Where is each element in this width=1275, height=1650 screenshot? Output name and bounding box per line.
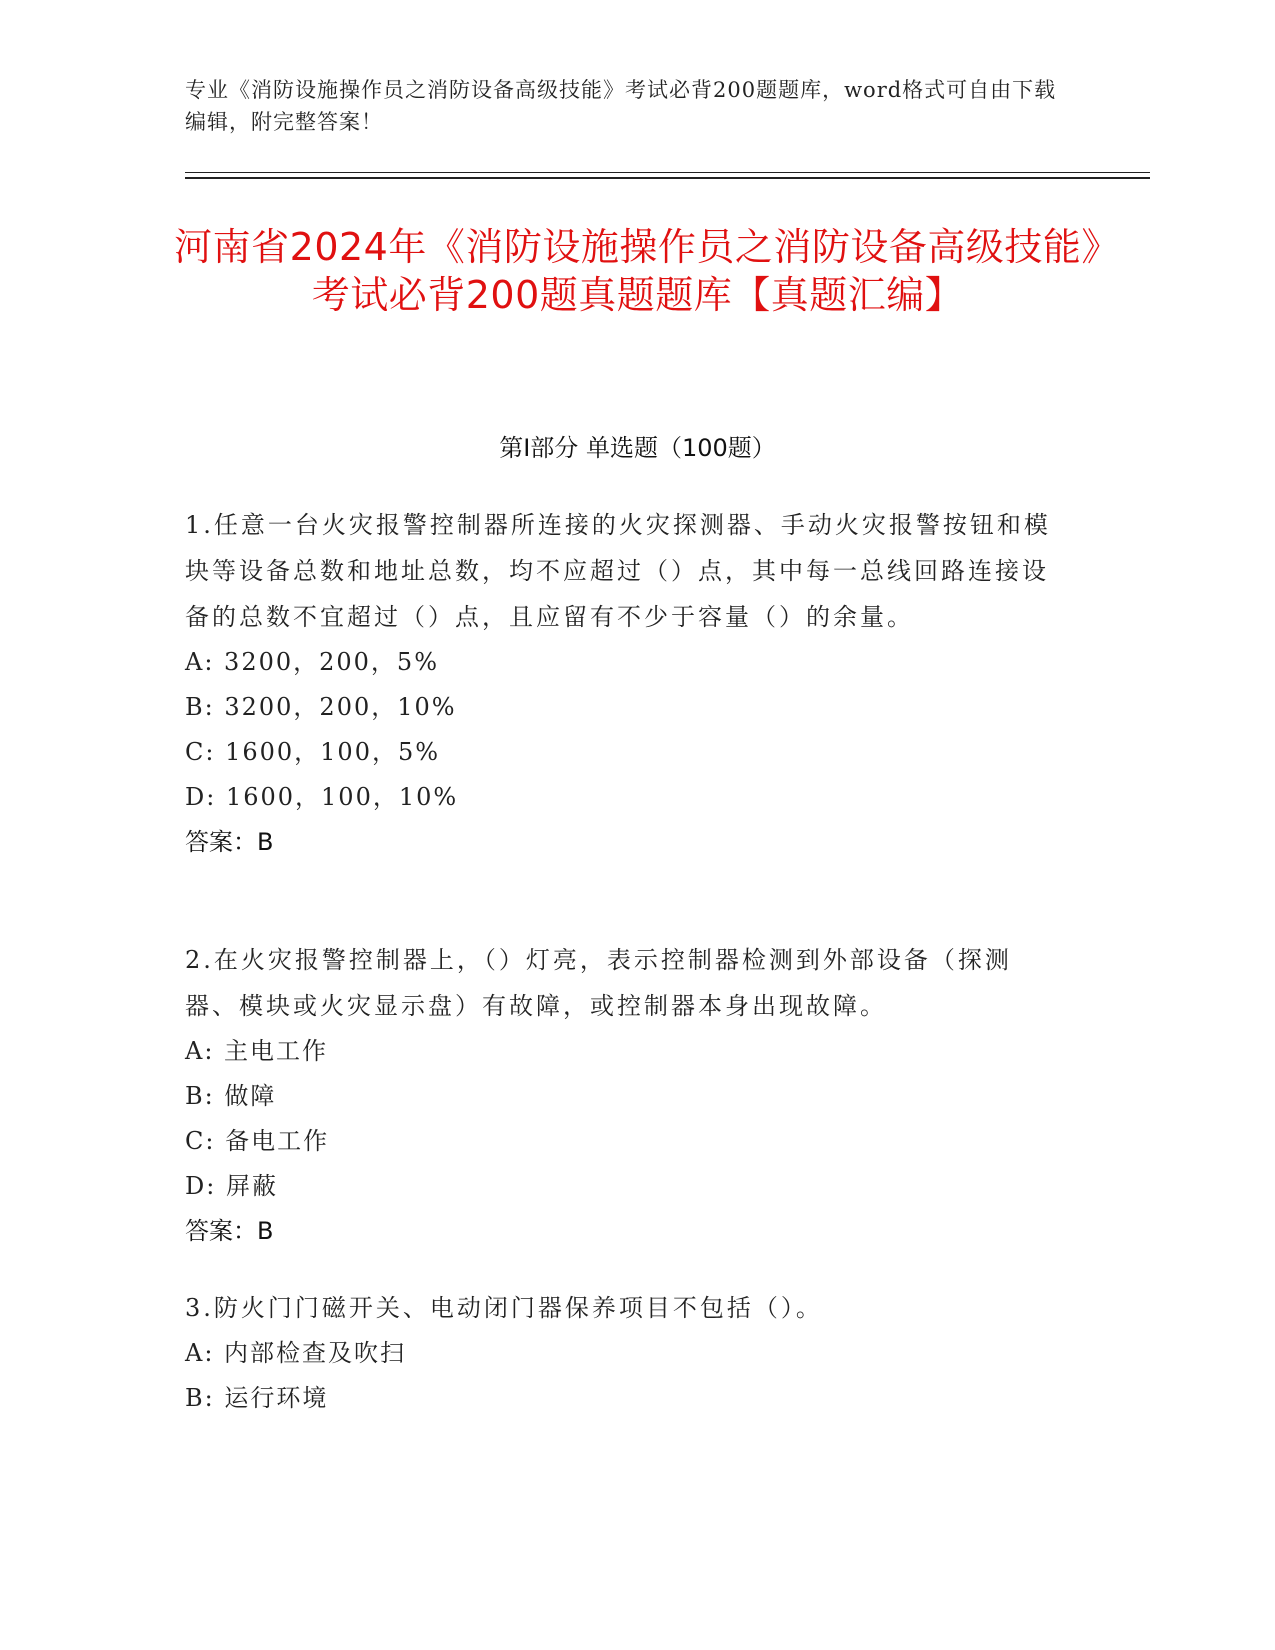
option-c: C: 备电工作 [185, 1127, 330, 1155]
header-divider-thin [185, 172, 1150, 173]
option-d: D: 屏蔽 [185, 1172, 278, 1200]
question-stem: 1.任意一台火灾报警控制器所连接的火灾探测器、手动火灾报警按钮和模块等设备总数和地址总数，均不应超过（）点，其中每一总线回路连接设备的总数不宜超过（）点，且应留有不少于容量（）的余量。 [185, 511, 1051, 631]
header-note: 专业《消防设施操作员之消防设备高级技能》考试必背200题题库，word格式可自由下载编辑，附完整答案！ [185, 78, 1057, 134]
option-a: A: 3200，200，5% [185, 648, 440, 676]
question-2 [185, 937, 1055, 1254]
question-3 [185, 1285, 1055, 1421]
header-divider-thick [185, 177, 1150, 179]
option-a: A: 内部检查及吹扫 [185, 1339, 407, 1367]
option-b: B: 做障 [185, 1082, 277, 1110]
answer: 答案：B [185, 1217, 274, 1245]
question-stem: 2.在火灾报警控制器上，（）灯亮，表示控制器检测到外部设备（探测器、模块或火灾显示盘）有故障，或控制器本身出现故障。 [185, 946, 1012, 1020]
question-1 [185, 502, 1055, 865]
question-stem: 3.防火门门磁开关、电动闭门器保养项目不包括（）。 [185, 1294, 823, 1322]
answer: 答案：B [185, 828, 274, 856]
section-heading: 第I部分 单选题（100题） [499, 434, 776, 462]
option-a: A: 主电工作 [185, 1037, 329, 1065]
option-b: B: 3200，200，10% [185, 693, 457, 721]
document-title: 河南省2024年《消防设施操作员之消防设备高级技能》考试必背200题真题题库【真题汇编】 [174, 225, 1101, 317]
option-b: B: 运行环境 [185, 1384, 329, 1412]
option-c: C: 1600，100，5% [185, 738, 441, 766]
option-d: D: 1600，100，10% [185, 783, 459, 811]
